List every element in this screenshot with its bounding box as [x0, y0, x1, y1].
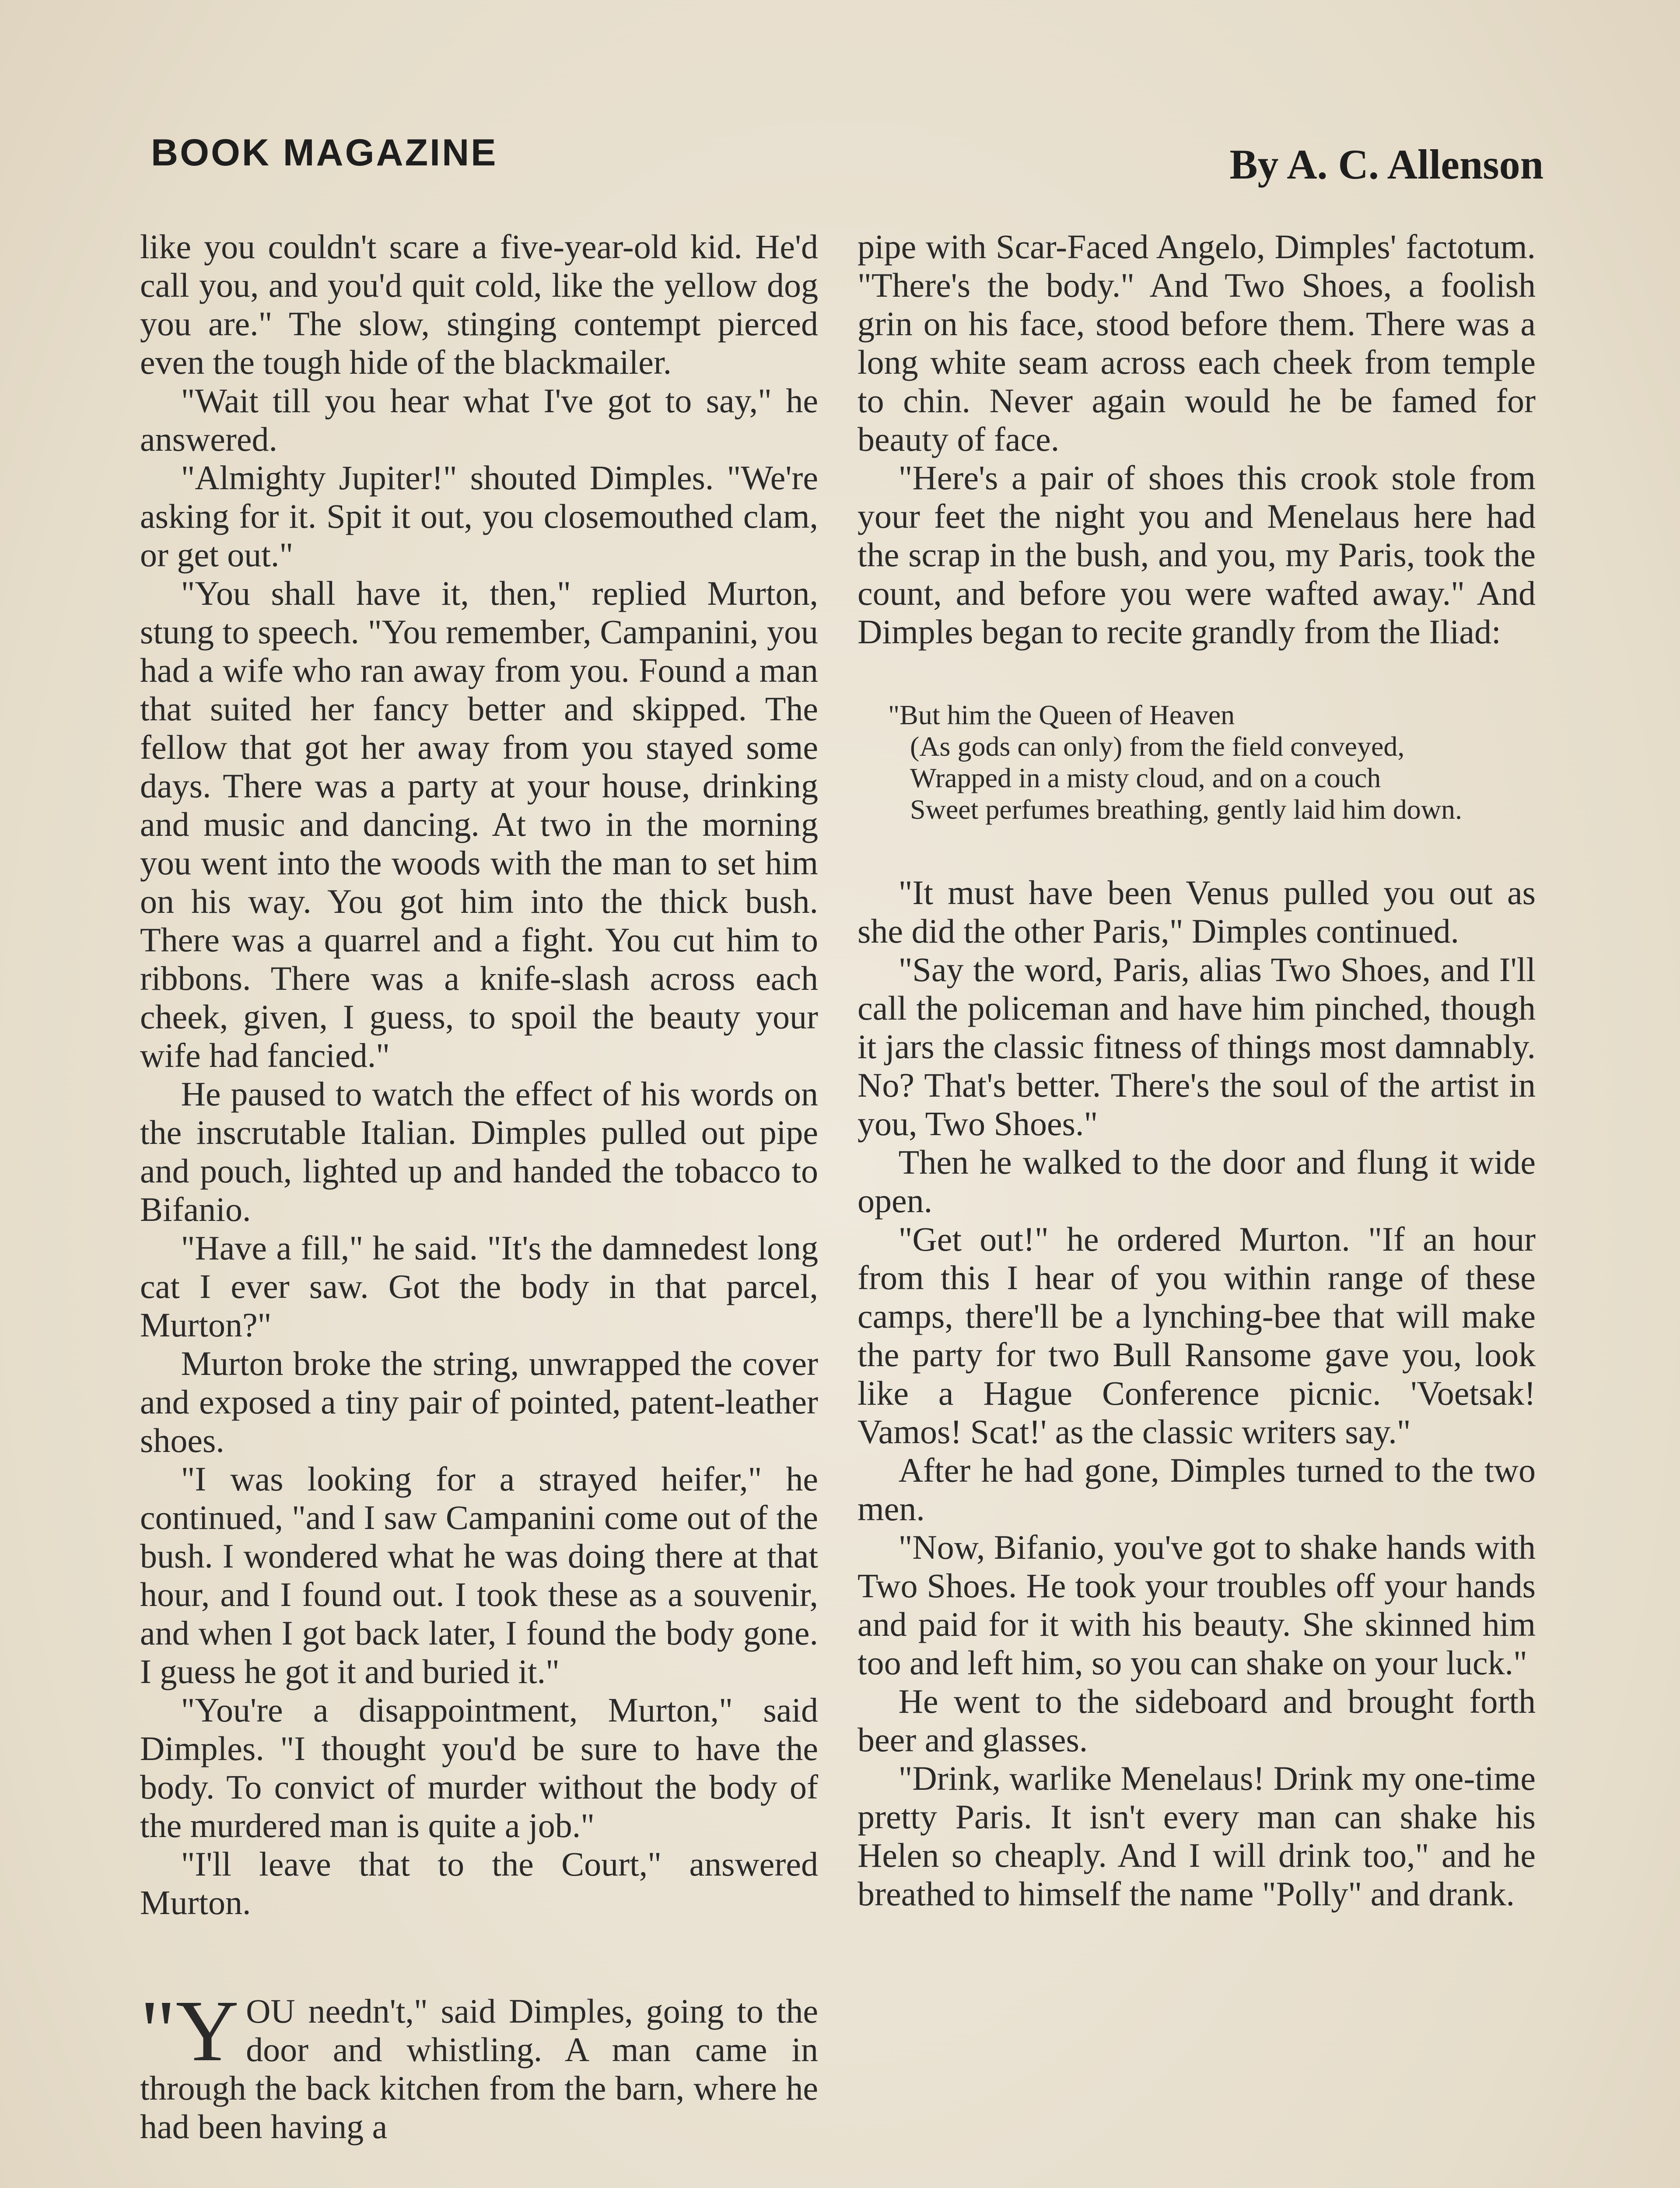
paragraph: "It must have been Venus pulled you out as she did the other Paris," Dimples continued. — [858, 873, 1536, 950]
left-column — [140, 228, 818, 2146]
paragraph: After he had gone, Dimples turned to the two men. — [858, 1451, 1536, 1528]
paragraph: like you couldn't scare a five-year-old kid. He'd call you, and you'd quit cold, like the yellow dog you are." The slow, stinging contempt pierced even the tough hide of the blackmailer. — [140, 228, 818, 381]
paragraph: "Say the word, Paris, alias Two Shoes, and I'll call the policeman and have him pinched, though it jars the classic fitness of things most damnably. No? That's better. There's the soul of the artist in you, Two Shoes." — [858, 950, 1536, 1143]
paragraph: "Drink, warlike Menelaus! Drink my one-time pretty Paris. It isn't every man can shake his Helen so cheaply. And I will drink too," and he breathed to himself the name "Polly" and drank. — [858, 1759, 1536, 1913]
iliad-quotation — [858, 699, 1536, 825]
paragraph: Then he walked to the door and flung it wide open. — [858, 1143, 1536, 1220]
paragraph: He went to the sideboard and brought forth beer and glasses. — [858, 1682, 1536, 1759]
right-column — [858, 228, 1536, 1913]
drop-cap: "Y — [140, 1983, 239, 2079]
verse-line: (As gods can only) from the field conveyed, — [910, 731, 1405, 762]
paragraph: Murton broke the string, unwrapped the cover and exposed a tiny pair of pointed, patent-leather shoes. — [140, 1344, 818, 1459]
verse-line: Sweet perfumes breathing, gently laid him down. — [910, 794, 1462, 825]
paragraph-text: OU needn't," said Dimples, going to the door and whistling. A man came in through the back kitchen from the barn, where he had been having a — [140, 1992, 818, 2146]
paragraph: "Now, Bifanio, you've got to shake hands with Two Shoes. He took your troubles off your hands and paid for it with his beauty. She skinned him too and left him, so you can shake on your luck." — [858, 1528, 1536, 1682]
paragraph: "I was looking for a strayed heifer," he continued, "and I saw Campanini come out of the bush. I wondered what he was doing there at that hour, and I found out. I took these as a souvenir, and when I got back later, I found the body gone. I guess he got it and buried it." — [140, 1460, 818, 1690]
verse-line: Wrapped in a misty cloud, and on a couch — [910, 762, 1381, 793]
paragraph: "You shall have it, then," replied Murton, stung to speech. "You remember, Campanini, you had a wife who ran away from you. Found a man that suited her fancy better and skipped. The fellow that got her away from you stayed some days. There was a party at your house, drinking and music and dancing. At two in the morning you went into the woods with the man to set him on his way. You got him into the thick bush. There was a quarrel and a fight. You cut him to ribbons. There was a knife-slash across each cheek, given, I guess, to spoil the beauty your wife had fancied." — [140, 574, 818, 1074]
paragraph: He paused to watch the effect of his words on the inscrutable Italian. Dimples pulled out pipe and pouch, lighted up and handed the tobacco to Bifanio. — [140, 1075, 818, 1228]
paragraph: "Get out!" he ordered Murton. "If an hour from this I hear of you within range of these camps, there'll be a lynching-bee that will make the party for two Bull Ransome gave you, look like a Hague Conference picnic. 'Voetsak! Vamos! Scat!' as the classic writers say." — [858, 1220, 1536, 1451]
verse-line: "But him the Queen of Heaven — [888, 699, 1235, 730]
paragraph: "I'll leave that to the Court," answered Murton. — [140, 1845, 818, 1922]
section-opening-paragraph — [140, 1983, 818, 2146]
paragraph: "Wait till you hear what I've got to say," he answered. — [140, 382, 818, 458]
paragraph: pipe with Scar-Faced Angelo, Dimples' factotum. "There's the body." And Two Shoes, a foolish grin on his face, stood before them. There was a long white seam across each cheek from temple to chin. Never again would he be famed for beauty of face. — [858, 228, 1536, 458]
paragraph: "You're a disappointment, Murton," said Dimples. "I thought you'd be sure to have the body. To convict of murder without the body of the murdered man is quite a job." — [140, 1691, 818, 1844]
author-byline: By A. C. Allenson — [1229, 141, 1544, 188]
magazine-title: BOOK MAGAZINE — [151, 132, 498, 174]
paragraph: "Almighty Jupiter!" shouted Dimples. "We're asking for it. Spit it out, you closemouthed clam, or get out." — [140, 459, 818, 574]
paragraph: "Here's a pair of shoes this crook stole from your feet the night you and Menelaus here had the scrap in the bush, and you, my Paris, took the count, and before you were wafted away." And Dimples began to recite grandly from the Iliad: — [858, 459, 1536, 651]
paragraph: "Have a fill," he said. "It's the damnedest long cat I ever saw. Got the body in that parcel, Murton?" — [140, 1229, 818, 1344]
